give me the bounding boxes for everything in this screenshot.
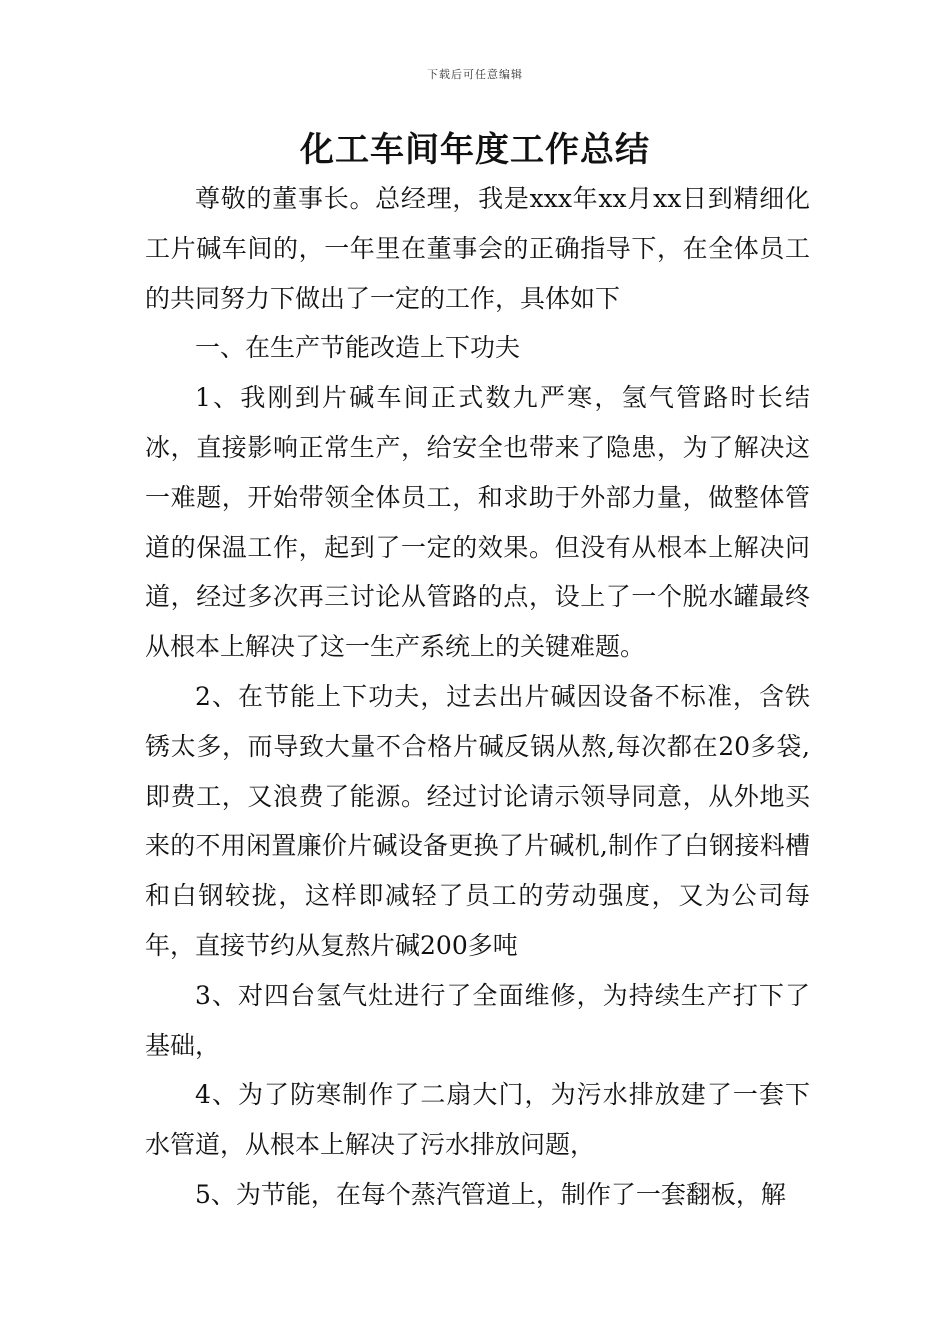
paragraph-item-2: 2、在节能上下功夫，过去出片碱因设备不标准，含铁锈太多，而导致大量不合格片碱反锅从熬,每次都在20多袋,即费工，又浪费了能源。经过讨论请示领导同意，从外地买来的不用闲置廉价片碱设备更换了片碱机,制作了白钢接料槽和白钢较拢，这样即减轻了员工的劳动强度，又为公司每年，直接节约从复熬片碱200多吨	[145, 681, 810, 960]
document-body	[145, 174, 810, 1220]
paragraph-item-1: 1、我刚到片碱车间正式数九严寒，氢气管路时长结冰，直接影响正常生产，给安全也带来了隐患，为了解决这一难题，开始带领全体员工，和求助于外部力量，做整体管道的保温工作，起到了一定的效果。但没有从根本上解决问道，经过多次再三讨论从管路的点，设上了一个脱水罐最终从根本上解决了这一生产系统上的关键难题。	[145, 383, 810, 662]
section-heading-1: 一、在生产节能改造上下功夫	[195, 333, 521, 363]
paragraph-greeting: 尊敬的董事长。总经理，我是xxx年xx月xx日到精细化工片碱车间的，一年里在董事会的正确指导下，在全体员工的共同努力下做出了一定的工作，具体如下	[145, 184, 810, 313]
header-note: 下载后可任意编辑	[427, 68, 523, 81]
paragraph-item-4: 4、为了防寒制作了二扇大门，为污水排放建了一套下水管道，从根本上解决了污水排放问题，	[145, 1080, 810, 1160]
paragraph-item-5: 5、为节能，在每个蒸汽管道上，制作了一套翻板，解	[195, 1179, 786, 1209]
document-title: 化工车间年度工作总结	[300, 130, 650, 170]
paragraph-item-3: 3、对四台氢气灶进行了全面维修，为持续生产打下了基础，	[145, 980, 810, 1060]
